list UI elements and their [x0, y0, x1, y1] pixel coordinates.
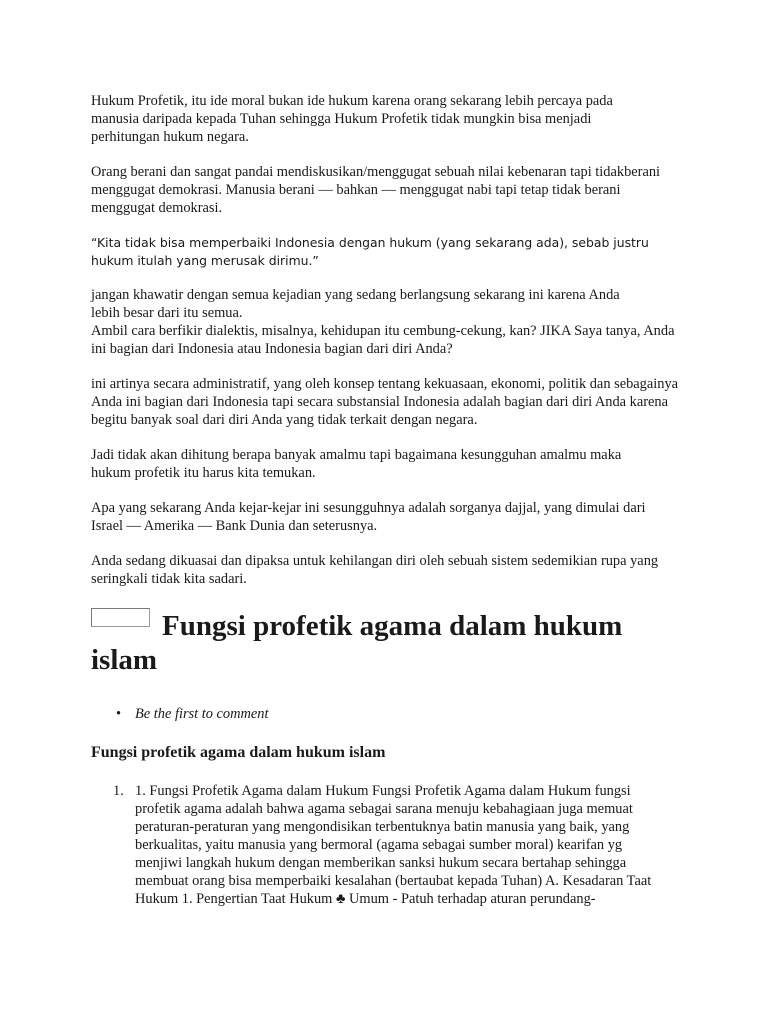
paragraph-jangan-khawatir: jangan khawatir dengan semua kejadian yang sedang berlangsung sekarang ini karena Anda lebih besar dari itu semua. — [91, 287, 620, 321]
broken-image-icon — [91, 608, 150, 627]
comment-link[interactable]: Be the first to comment — [135, 706, 269, 722]
paragraph-dajjal: Apa yang sekarang Anda kejar-kejar ini sesungguhnya adalah sorganya dajjal, yang dimulai dari Israel — Amerika — Bank Dunia dan seterusnya. — [91, 500, 646, 534]
paragraph-hukum-profetik: Hukum Profetik, itu ide moral bukan ide hukum karena orang sekarang lebih percaya pada manusia daripada kepada Tuhan sehingga Hukum Profetik tidak mungkin bisa menjadi perhitungan hukum negara. — [91, 93, 613, 145]
paragraph-dialektis: Ambil cara berfikir dialektis, misalnya, kehidupan itu cembung-cekung, kan? JIKA Saya tanya, Anda ini bagian dari Indonesia atau Indonesia bagian dari diri Anda? — [91, 323, 675, 357]
comment-list — [91, 705, 686, 723]
comment-link-item — [91, 705, 686, 723]
document-page — [91, 92, 686, 908]
list-item-number: 1. — [113, 783, 124, 799]
document-subtitle: Fungsi profetik agama dalam hukum islam — [91, 744, 386, 761]
list-item — [91, 782, 671, 908]
document-title-text: Fungsi profetik agama dalam hukum islam — [91, 610, 623, 676]
paragraph-dikuasai: Anda sedang dikuasai dan dipaksa untuk kehilangan diri oleh sebuah sistem sedemikian rupa yang seringkali tidak kita sadari. — [91, 553, 659, 587]
document-title — [91, 608, 691, 677]
paragraph-administratif: ini artinya secara administratif, yang oleh konsep tentang kekuasaan, ekonomi, politik dan sebagainya Anda ini bagian dari Indonesia tapi secara substansial Indonesia adalah bagian dari diri Anda karena begitu banyak soal dari diri Anda yang tidak terkait dengan negara. — [91, 376, 679, 428]
list-item-text: 1. Fungsi Profetik Agama dalam Hukum Fungsi Profetik Agama dalam Hukum fungsi profetik agama adalah bahwa agama sebagai sarana menuju kebahagiaan juga memuat peraturan-peraturan yang mengondisikan terbentuknya batin manusia yang baik, yang berkualitas, yaitu manusia yang bermoral (agama sebagai sumber moral) kearifan yg menjiwi langkah hukum dengan memberikan sanksi hukum secara bertahap sehingga membuat orang bisa memperbaiki kesalahan (bertaubat kepada Tuhan) A. Kesadaran Taat Hukum 1. Pengertian Taat Hukum ♣ Umum - Patuh terhadap aturan perundang- — [135, 783, 652, 907]
content-list — [91, 782, 671, 908]
paragraph-demokrasi: Orang berani dan sangat pandai mendiskusikan/menggugat sebuah nilai kebenaran tapi tidakberani menggugat demokrasi. Manusia berani — bahkan — menggugat nabi tapi tetap tidak berani menggugat demokrasi. — [91, 164, 661, 216]
paragraph-amalmu: Jadi tidak akan dihitung berapa banyak amalmu tapi bagaimana kesungguhan amalmu maka hukum profetik itu harus kita temukan. — [91, 447, 622, 481]
quote-block: “Kita tidak bisa memperbaiki Indonesia dengan hukum (yang sekarang ada), sebab justru hukum itulah yang merusak dirimu.” — [91, 235, 649, 268]
